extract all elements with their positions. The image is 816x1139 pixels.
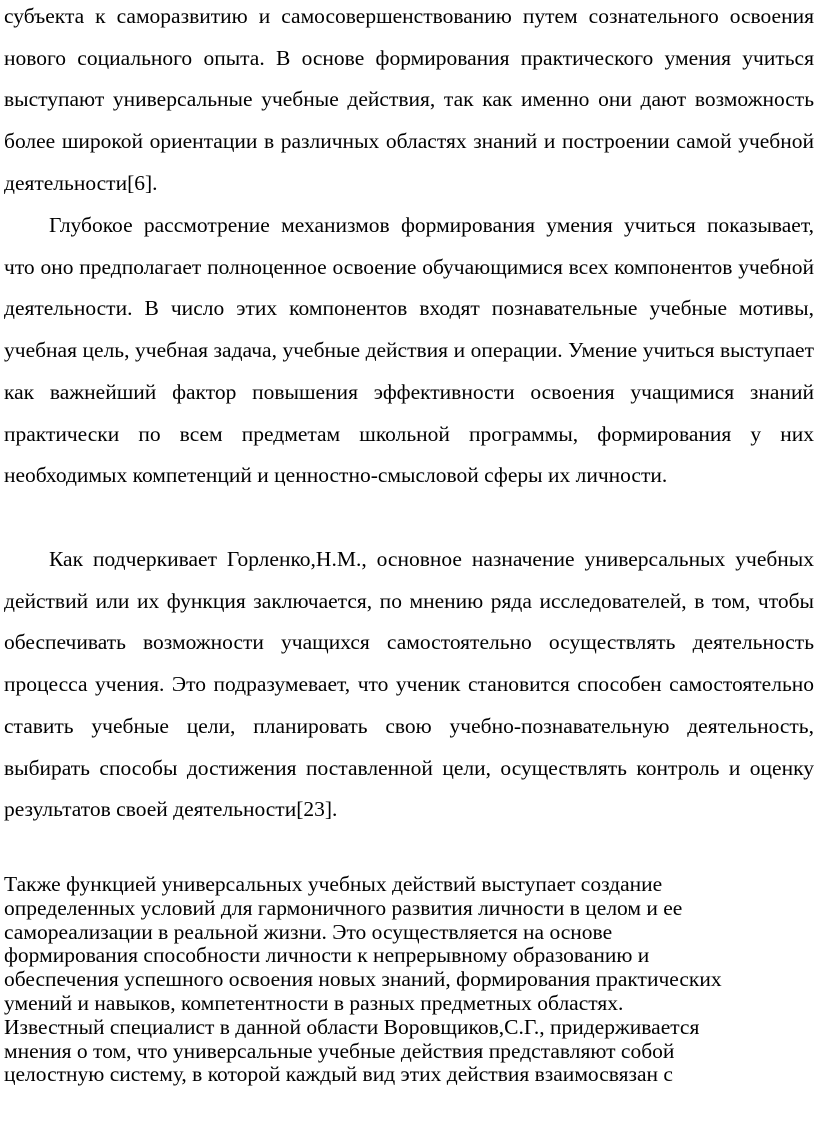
paragraph-4-line: Известный специалист в данной области Воровщиков,С.Г., придерживается xyxy=(4,1014,700,1039)
paragraph-4-line: целостную систему, в которой каждый вид этих действия взаимосвязан с xyxy=(4,1062,673,1087)
paragraph-4-line: определенных условий для гармоничного развития личности в целом и ее xyxy=(4,895,683,920)
paragraph-4-line: Также функцией универсальных учебных действий выступает создание xyxy=(4,872,663,896)
paragraph-1: субъекта к саморазвитию и самосовершенствованию путем сознательного освоения нового социального опыта. В основе формирования практического умения учиться выступают универсальные учебные действия, так как именно они дают возможность более широкой ориентации в различных областях знаний и построении самой учебной деятельности[6]. xyxy=(4,4,814,195)
paragraph-4-line: самореализации в реальной жизни. Это осуществляется на основе xyxy=(4,919,613,944)
paragraph-4-line: умений и навыков, компетентности в разных предметных областях. xyxy=(4,990,624,1015)
paragraph-4 xyxy=(4,873,804,1087)
paragraph-4-line: обеспечения успешного освоения новых знаний, формирования практических xyxy=(4,967,722,992)
paragraph-3: Как подчеркивает Горленко,Н.М., основное назначение универсальных учебных действий или их функция заключается, по мнению ряда исследователей, в том, чтобы обеспечивать возможности учащихся самостоятельно осуществлять деятельность процесса учения. Это подразумевает, что ученик становится способен самостоятельно ставить учебные цели, планировать свою учебно-познавательную деятельность, выбирать способы достижения поставленной цели, осуществлять контроль и оценку результатов своей деятельности[23]. xyxy=(4,547,814,822)
paragraph-4-line: мнения о том, что универсальные учебные действия представляют собой xyxy=(4,1038,675,1063)
paragraph-4-line: формирования способности личности к непрерывному образованию и xyxy=(4,943,650,968)
paragraph-2: Глубокое рассмотрение механизмов формирования умения учиться показывает, что оно предполагает полноценное освоение обучающимися всех компонентов учебной деятельности. В число этих компонентов входят познавательные учебные мотивы, учебная цель, учебная задача, учебные действия и операции. Умение учиться выступает как важнейший фактор повышения эффективности освоения учащимися знаний практически по всем предметам школьной программы, формирования у них необходимых компетенций и ценностно-смысловой сферы их личности. xyxy=(4,213,814,488)
